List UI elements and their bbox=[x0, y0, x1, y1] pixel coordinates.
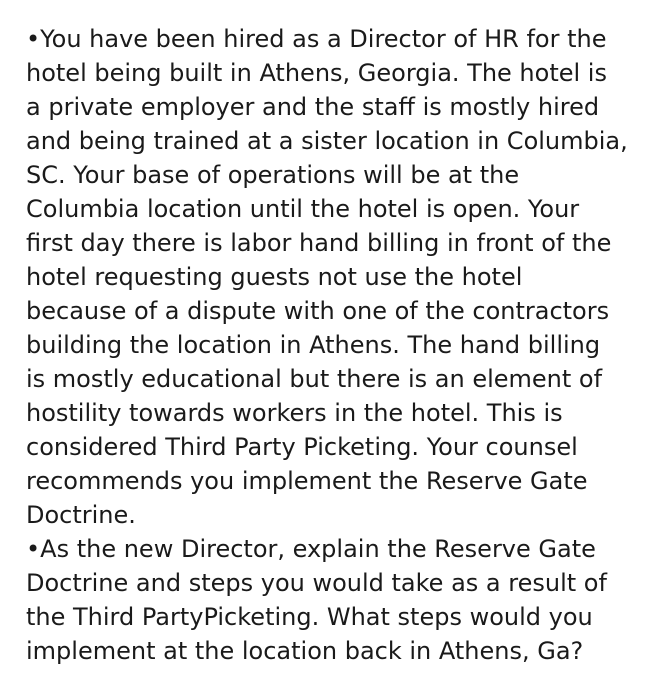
bullet-marker: • bbox=[26, 535, 41, 563]
paragraph-text: You have been hired as a Director of HR for the hotel being built in Athens, Georgia. The hotel is a private employer and the staff is mostly hired and being trained at a sister location in Columbia, SC. Your base of operations will be at the Columbia location until the hotel is open. Your first day there is labor hand billing in front of the hotel requesting guests not use the hotel because of a dispute with one of the contractors building the location in Athens. The hand billing is mostly educational but there is an element of hostility towards workers in the hotel. This is considered Third Party Picketing. Your counsel recommends you implement the Reserve Gate Doctrine. bbox=[26, 25, 628, 529]
document-body bbox=[26, 22, 651, 668]
paragraph-assignment bbox=[26, 22, 651, 532]
bullet-marker: • bbox=[26, 25, 41, 53]
paragraph-text: As the new Director, explain the Reserve Gate Doctrine and steps you would take as a result of the Third PartyPicketing. What steps would you implement at the location back in Athens, Ga? bbox=[26, 535, 607, 665]
paragraph-question bbox=[26, 532, 651, 668]
